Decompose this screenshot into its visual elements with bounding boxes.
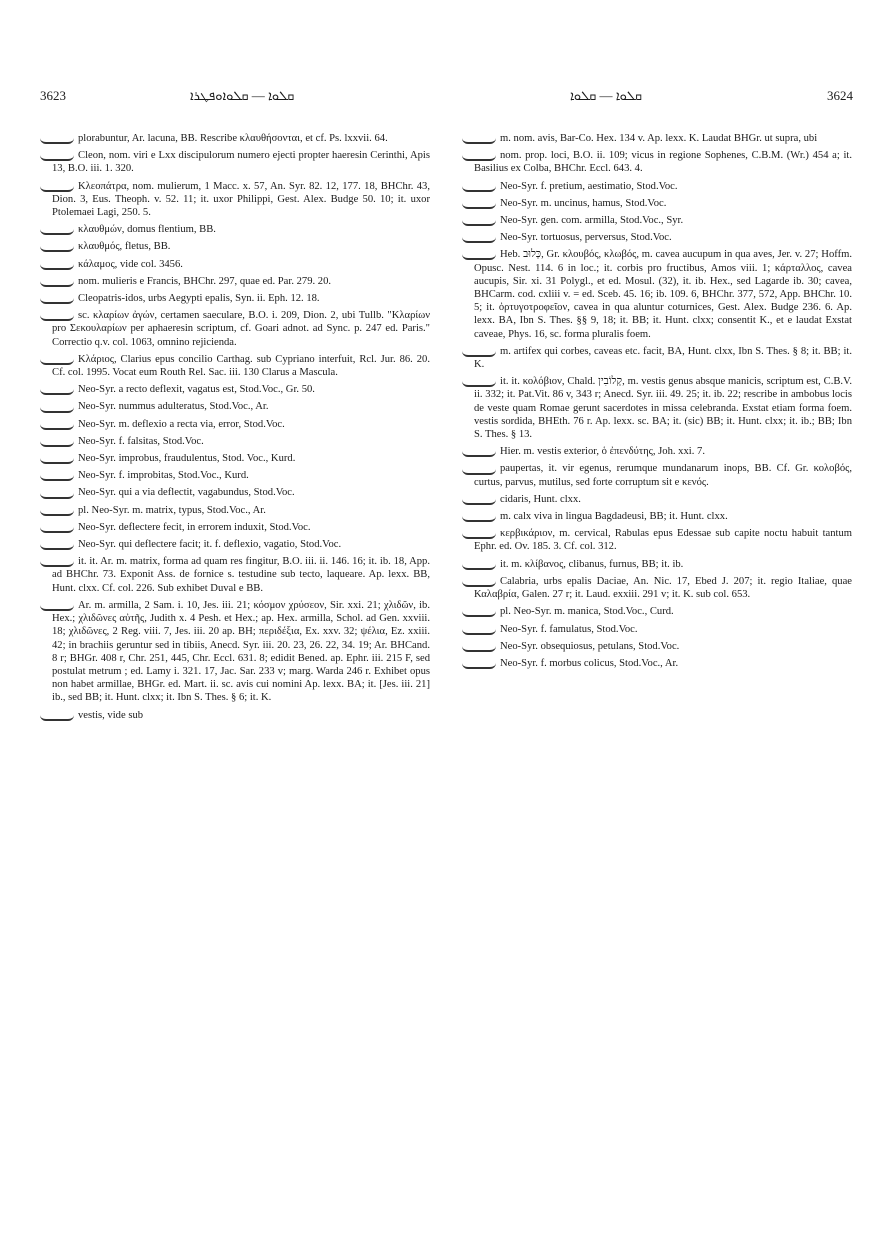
syriac-headword-icon: [462, 446, 496, 457]
dictionary-entry: [462, 462, 852, 488]
syriac-headword-icon: [40, 133, 74, 144]
syriac-headword-icon: [462, 559, 496, 570]
entry-text: Ar. m. armilla, 2 Sam. i. 10, Jes. iii. 21; κόσμον χρύσεον, Sir. xxi. 21; χλιδῶν, ib. Hex.; χλιδῶνες αὐτῆς, Judith x. 4 Pesh. et Hex.; ap. Hex. armilla, Schol. ad Gen. xxviii. 18; χλιδῶνες, 2 Reg. viii. 7, Jes. iii. 20 ap. BH; περιδέξια, Ex. xxv. 32; ψέλια, Ez. xxiii. 42; in brachiis geruntur sed in tibiis, Anecd. Syr. iii. 20. 23, 26. 22, 34. 19; Ar. BHCand. 8 r; BHGr. 408 r, Chr. 251, 445, Chr. Eccl. 631. 8; edidit Bened. ap. Ephr. iii. 215 F, sed postulat metrum ; ed. Lamy i. 321. 17, Jac. Sar. 233 v; marg. Warda 246 r. Exhibet opus non habet armillae, BHGr. ed. Mart. ii. sc. avis cui nomini Ap. lexx. BA; it. [Jes. iii. 21] ib., sed BB; it. Hunt. clxx; it. Ibn S. Thes. § 6; it. K.: [52, 599, 430, 704]
syriac-headword-icon: [462, 606, 496, 617]
entry-text: Neo-Syr. f. improbitas, Stod.Voc., Kurd.: [78, 470, 249, 482]
dictionary-entry: [40, 383, 430, 396]
dictionary-entry: [462, 558, 852, 571]
entry-text: Calabria, urbs epalis Daciae, An. Nic. 17, Ebed J. 207; it. regio Italiae, quae Καλαβρία, Galen. 27 r; it. Laud. exxiii. 291 v; it. K. sub col. 653.: [474, 575, 852, 601]
entry-text: Cleopatris-idos, urbs Aegypti epalis, Syn. ii. Eph. 12. 18.: [78, 293, 320, 305]
entry-text: Κλάριος, Clarius epus concilio Carthag. sub Cypriano interfuit, Rcl. Jur. 86. 20. Cf. col. 1995. Vocat eum Routh Rel. Sac. iii. 130 Clarus a Mascula.: [52, 353, 430, 379]
syriac-headword-icon: [462, 249, 496, 260]
dictionary-entry: [462, 605, 852, 618]
syriac-headword-icon: [40, 600, 74, 611]
right-running-head: ܩܠܘܐ — ܩܠܘܐ: [570, 88, 642, 103]
syriac-headword-icon: [462, 133, 496, 144]
page-header: [40, 88, 853, 112]
entry-text: κερβικάριον, m. cervical, Rabulas epus Edessae sub capite noctu habuit tantum Ephr. ed. Ov. 185. 3. Cf. col. 312.: [474, 528, 852, 553]
entry-text: Neo-Syr. f. falsitas, Stod.Voc.: [78, 435, 204, 447]
entry-text: Neo-Syr. m. uncinus, hamus, Stod.Voc.: [500, 197, 667, 209]
dictionary-entry: [40, 504, 430, 517]
entry-text: Neo-Syr. qui a via deflectit, vagabundus, Stod.Voc.: [78, 487, 295, 499]
dictionary-entry: [40, 400, 430, 413]
entry-text: Neo-Syr. deflectere fecit, in errorem induxit, Stod.Voc.: [78, 521, 311, 533]
syriac-headword-icon: [40, 181, 74, 192]
entry-text: Neo-Syr. obsequiosus, petulans, Stod.Voc.: [500, 640, 680, 652]
dictionary-entry: [462, 575, 852, 601]
entry-text: it. m. κλίβανος, clibanus, furnus, BB; it. ib.: [500, 558, 684, 570]
dictionary-entry: [462, 214, 852, 227]
syriac-headword-icon: [462, 346, 496, 357]
syriac-headword-icon: [40, 522, 74, 533]
syriac-headword-icon: [40, 488, 74, 499]
entry-text: m. calx viva in lingua Bagdadeusi, BB; it. Hunt. clxx.: [500, 511, 728, 523]
entry-text: Hier. m. vestis exterior, ὁ ἐπενδύτης, Joh. xxi. 7.: [500, 446, 705, 458]
dictionary-entry: [40, 435, 430, 448]
syriac-headword-icon: [462, 215, 496, 226]
entry-text: Neo-Syr. f. morbus colicus, Stod.Voc., Ar.: [500, 657, 679, 669]
entry-text: Neo-Syr. a recto deflexit, vagatus est, Stod.Voc., Gr. 50.: [78, 384, 315, 396]
dictionary-entry: [462, 527, 852, 553]
entry-text: Neo-Syr. m. deflexio a recta via, error, Stod.Voc.: [78, 418, 285, 430]
dictionary-entry: [462, 149, 852, 175]
entry-text: Cleon, nom. viri e Lxx discipulorum numero ejecti propter haeresin Cerinthi, Apis 13, B.O. iii. 1. 320.: [52, 150, 430, 175]
dictionary-entry: [462, 623, 852, 636]
entry-text: Neo-Syr. f. famulatus, Stod.Voc.: [500, 623, 638, 635]
dictionary-entry: [40, 149, 430, 175]
left-page-number: 3623: [40, 88, 66, 103]
entry-text: Neo-Syr. gen. com. armilla, Stod.Voc., Syr.: [500, 215, 684, 227]
dictionary-entry: [462, 375, 852, 441]
syriac-headword-icon: [462, 376, 496, 387]
syriac-headword-icon: [462, 528, 496, 539]
syriac-headword-icon: [462, 576, 496, 587]
dictionary-entry: [40, 353, 430, 379]
syriac-headword-icon: [40, 354, 74, 365]
dictionary-entry: [462, 510, 852, 523]
right-column: [462, 132, 852, 1231]
syriac-headword-icon: [40, 710, 74, 721]
entry-text: it. it. Ar. m. matrix, forma ad quam res fingitur, B.O. iii. ii. 146. 16; it. ib. 18, App. ad BHChr. 73. Exponit Ass. de fornice s. testudine sub tecto, laqueare. Ap. lexx. BB, Hunt. clxx. Cf. col. 226. Sub exhibet Duval e BB.: [52, 556, 430, 594]
entry-text: κλαυθμών, domus flentium, BB.: [78, 224, 216, 236]
syriac-headword-icon: [40, 556, 74, 567]
syriac-headword-icon: [40, 384, 74, 395]
entry-text: plorabuntur, Ar. lacuna, BB. Rescribe κλαυθήσονται, et cf. Ps. lxxvii. 64.: [78, 133, 388, 144]
dictionary-entry: [40, 599, 430, 705]
dictionary-entry: [462, 493, 852, 506]
syriac-headword-icon: [40, 310, 74, 321]
entry-text: Neo-Syr. qui deflectere facit; it. f. deflexio, vagatio, Stod.Voc.: [78, 539, 342, 551]
syriac-headword-icon: [40, 241, 74, 252]
syriac-headword-icon: [462, 511, 496, 522]
syriac-headword-icon: [462, 658, 496, 669]
syriac-headword-icon: [40, 402, 74, 413]
left-column: [40, 132, 430, 1231]
syriac-headword-icon: [40, 505, 74, 516]
dictionary-entry: [40, 292, 430, 305]
dictionary-entry: [40, 452, 430, 465]
left-running-head: ܩܠܘܐ — ܩܠܘܐܘܦܛܪܐ: [190, 88, 295, 103]
dictionary-entry: [462, 180, 852, 193]
dictionary-entry: [462, 231, 852, 244]
entry-text: nom. prop. loci, B.O. ii. 109; vicus in regione Sophenes, C.B.M. (Wr.) 454 a; it. Basilius ex Colba, BHChr. Eccl. 643. 4.: [474, 150, 852, 175]
entry-text: Neo-Syr. nummus adulteratus, Stod.Voc., Ar.: [78, 401, 269, 413]
dictionary-entry: [462, 445, 852, 458]
entry-text: nom. mulieris e Francis, BHChr. 297, quae ed. Par. 279. 20.: [78, 275, 332, 287]
syriac-headword-icon: [40, 453, 74, 464]
dictionary-entry: [462, 657, 852, 670]
dictionary-entry: [462, 345, 852, 371]
entry-text: cidaris, Hunt. clxx.: [500, 493, 581, 505]
dictionary-entry: [40, 709, 430, 722]
dictionary-entry: [40, 309, 430, 349]
syriac-headword-icon: [40, 539, 74, 550]
syriac-headword-icon: [462, 198, 496, 209]
entry-text: pl. Neo-Syr. m. matrix, typus, Stod.Voc., Ar.: [78, 504, 266, 516]
syriac-headword-icon: [462, 232, 496, 243]
dictionary-entry: [40, 240, 430, 253]
dictionary-entry: [40, 275, 430, 288]
entry-text: paupertas, it. vir egenus, rerumque mundanarum inops, BB. Cf. Gr. κολοβός, curtus, parvus, mutilus, sed forte corruptum sit e κενός.: [474, 463, 852, 488]
dictionary-entry: [462, 640, 852, 653]
syriac-headword-icon: [462, 181, 496, 192]
dictionary-entry: [462, 197, 852, 210]
dictionary-entry: [40, 538, 430, 551]
dictionary-entry: [40, 258, 430, 271]
syriac-headword-icon: [462, 494, 496, 505]
syriac-headword-icon: [40, 259, 74, 270]
dictionary-entry: [40, 486, 430, 499]
dictionary-entry: [40, 469, 430, 482]
dictionary-entry: [40, 555, 430, 595]
entry-text: Neo-Syr. tortuosus, perversus, Stod.Voc.: [500, 232, 672, 244]
dictionary-entry: [40, 418, 430, 431]
entry-text: sc. κλαρίων ἀγών, certamen saeculare, B.O. i. 209, Dion. 2, ubi Tullb. "Κλαρίων pro Σεκουλαρίων per aphaeresin scriptum, cf. Goari adnot. ad Sync. p. 247 ed. Paris." Correctio q.v. col. 1063, omnino rejicienda.: [52, 310, 430, 348]
dictionary-entry: [40, 223, 430, 236]
syriac-headword-icon: [40, 150, 74, 161]
syriac-headword-icon: [462, 464, 496, 475]
dictionary-entry: [462, 248, 852, 340]
entry-text: Heb. כְּלוּב, Gr. κλουβός, κλωβός, m. cavea aucupum in qua aves, Jer. v. 27; Hoffm. Opusc. Nest. 114. 6 in loc.; it. corbis pro fructibus, Amos viii. 1; κάρταλλος, cavea aucupis, Sir. xi. 31 Polygl., et ed. Mosul. (32), it. ib. Hex., sed Lagarde ib. 30; cavea, BHCarm. cod. cxliii v. = ed. Sceb. 45. 16; ib. 109. 6, BHChr. 377, 572, App. BHChr. 10. 5; it. ὀρτυγοτροφεῖον, cavea in qua aluntur coturnices, Gest. Alex. Budge 236. 6. Ap. lexx. BA, Ibn S. Thes. §§ 9, 18; it. BB; it. Hunt. clxx; consentit K., et e laudat Exstat caveae, Phys. 16, sc. forma pluralis foem.: [474, 249, 852, 340]
syriac-headword-icon: [462, 641, 496, 652]
entry-text: Κλεοπάτρα, nom. mulierum, 1 Macc. x. 57, An. Syr. 82. 12, 177. 18, BHChr. 43, Dion. 3, Eus. Theoph. v. 52. 11; it. uxor Philippi, Gest. Alex. Budge 50. 10; it. uxor Ptolemaei Lagi, 250. 5.: [52, 180, 430, 219]
syriac-headword-icon: [462, 150, 496, 161]
syriac-headword-icon: [40, 276, 74, 287]
syriac-headword-icon: [462, 624, 496, 635]
dictionary-entry: [40, 132, 430, 145]
entry-text: m. nom. avis, Bar-Co. Hex. 134 v. Ap. lexx. K. Laudat BHGr. ut supra, ubi: [500, 133, 818, 144]
entry-text: vestis, vide sub: [78, 709, 144, 721]
syriac-headword-icon: [40, 293, 74, 304]
dictionary-entry: [40, 180, 430, 220]
entry-text: m. artifex qui corbes, caveas etc. facit, BA, Hunt. clxx, Ibn S. Thes. § 8; it. BB; it. K.: [474, 345, 852, 371]
dictionary-entry: [462, 132, 852, 145]
syriac-headword-icon: [40, 419, 74, 430]
entry-text: Neo-Syr. f. pretium, aestimatio, Stod.Voc.: [500, 180, 678, 192]
entry-text: Neo-Syr. improbus, fraudulentus, Stod. Voc., Kurd.: [78, 453, 296, 465]
entry-text: it. it. κολόβιον, Chald. קְלוֹבִין, m. vestis genus absque manicis, scriptum est, C.B.V. ii. 332; it. Pat.Vit. 86 v, 343 r; Anecd. Syr. iii. 49. 25; it. ib. 22; rescribe in ambobus locis de veste quam Romae gerunt sacerdotes in missa celebranda. Exstat etiam forma foem. vestis sordida, BHEth. 76 r. Ap. lexx. sc. BA; it. (sic) BB; it. Hunt. clxx; it. ib.; BB; Ibn S. Thes. § 13.: [474, 376, 852, 441]
syriac-headword-icon: [40, 436, 74, 447]
entry-text: κάλαμος, vide col. 3456.: [78, 258, 183, 270]
entry-text: κλαυθμός, fletus, BB.: [78, 241, 171, 253]
syriac-headword-icon: [40, 470, 74, 481]
entry-text: pl. Neo-Syr. m. manica, Stod.Voc., Curd.: [500, 606, 674, 618]
dictionary-entry: [40, 521, 430, 534]
right-page-number: 3624: [827, 88, 853, 103]
syriac-headword-icon: [40, 224, 74, 235]
